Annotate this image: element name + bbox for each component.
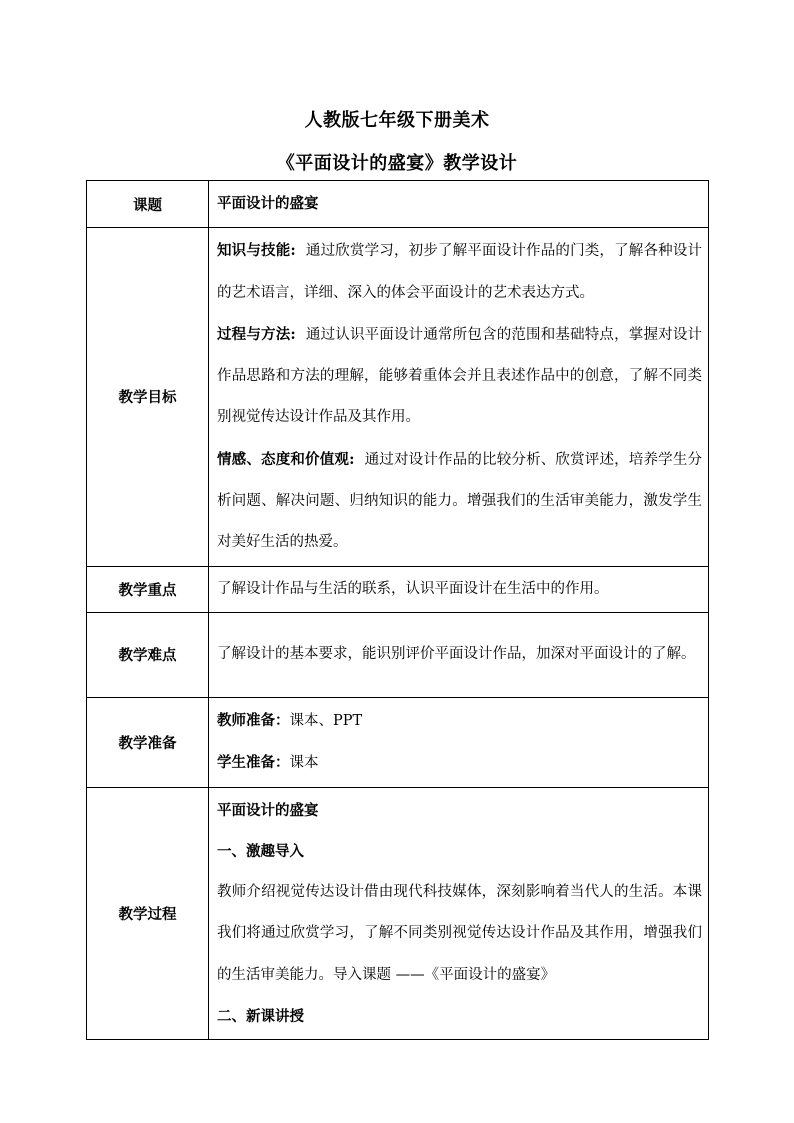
row-key-points xyxy=(87,566,709,612)
value-topic xyxy=(209,181,709,228)
objective-process xyxy=(217,314,702,439)
teacher-heading: 教师准备： xyxy=(217,711,290,729)
row-topic xyxy=(87,181,709,228)
lesson-plan-table xyxy=(86,180,709,1040)
value-process xyxy=(209,787,709,1040)
process-text: 通过认识平面设计通常所包含的范围和基础特点，掌握对设计作品思路和方法的理解，能够着重体会并且表述作品中的创意，了解不同类别视觉传达设计作品及其作用。 xyxy=(217,326,702,426)
student-value: 课本 xyxy=(289,755,319,772)
section2-heading: 二、新课讲授 xyxy=(217,1008,304,1026)
document-title-line-1: 人教版七年级下册美术 xyxy=(304,110,490,131)
section1-heading: 一、激趣导入 xyxy=(217,842,304,860)
teacher-preparation xyxy=(217,700,702,742)
label-key-points: 教学重点 xyxy=(87,566,209,612)
topic-text: 平面设计的盛宴 xyxy=(217,195,319,212)
label-objectives: 教学目标 xyxy=(87,228,209,566)
value-preparation xyxy=(209,697,709,787)
student-preparation xyxy=(217,742,702,784)
value-difficulties: 了解设计的基本要求，能识别评价平面设计作品，加深对平面设计的了解。 xyxy=(209,612,709,697)
objective-emotion xyxy=(217,439,702,564)
emotion-heading: 情感、态度和价值观: xyxy=(217,450,355,468)
student-heading: 学生准备： xyxy=(217,754,290,772)
knowledge-heading: 知识与技能: xyxy=(217,242,296,260)
objective-knowledge xyxy=(217,230,702,314)
row-objectives xyxy=(87,228,709,566)
document-title-line-2: 《平面设计的盛宴》教学设计 xyxy=(276,153,518,174)
value-objectives xyxy=(209,228,709,566)
section1-text: 教师介绍视觉传达设计借由现代科技媒体，深刻影响着当代人的生活。本课我们将通过欣赏学习，了解不同类别视觉传达设计作品及其作用，增强我们的生活审美能力。导入课题 ——《平面设计的盛宴》 xyxy=(217,884,702,983)
row-process xyxy=(87,787,709,1040)
label-difficulties: 教学难点 xyxy=(87,612,209,697)
knowledge-text: 通过欣赏学习，初步了解平面设计作品的门类，了解各种设计的艺术语言，详细、深入的体会平面设计的艺术表达方式。 xyxy=(217,243,702,301)
lesson-title: 平面设计的盛宴 xyxy=(217,801,319,819)
emotion-text: 通过对设计作品的比较分析、欣赏评述，培养学生分析问题、解决问题、归纳知识的能力。增强我们的生活审美能力，激发学生对美好生活的热爱。 xyxy=(217,451,703,551)
process-heading: 过程与方法: xyxy=(217,325,296,343)
row-difficulties xyxy=(87,612,709,697)
label-process: 教学过程 xyxy=(87,787,209,1040)
row-preparation xyxy=(87,697,709,787)
label-topic: 课题 xyxy=(87,181,209,228)
value-key-points: 了解设计作品与生活的联系，认识平面设计在生活中的作用。 xyxy=(209,566,709,612)
teacher-value: 课本、PPT xyxy=(289,712,363,729)
label-preparation: 教学准备 xyxy=(87,697,209,787)
